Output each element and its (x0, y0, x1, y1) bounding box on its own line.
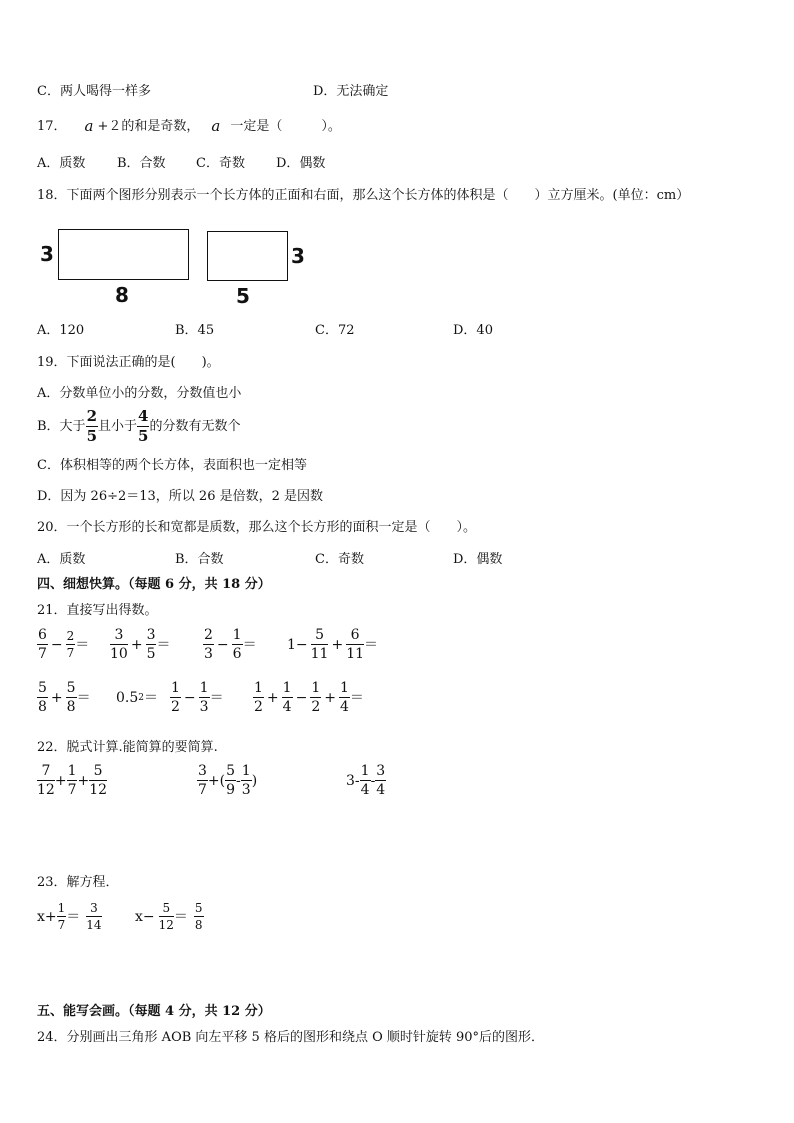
q21-expr-8 (253, 681, 364, 714)
q19-b-suffix: 的分数有无数个 (149, 419, 241, 434)
fraction: $\frac{3}{5}$ (146, 627, 156, 662)
q21-expr-6 (116, 691, 158, 705)
q21-expr-4 (287, 628, 378, 661)
q23-equation-1 (37, 902, 102, 931)
q21-expr-2 (110, 628, 170, 661)
fraction: $\frac{5}{8}$ (38, 680, 47, 715)
fraction: $\frac{1}{4}$ (282, 680, 292, 715)
operator: + (324, 689, 336, 706)
q20-question: 20．一个长方形的长和宽都是质数，那么这个长方形的面积一定是（ ）。 (37, 520, 477, 535)
lead-term: 3- (346, 772, 360, 789)
q20-option-d: D．偶数 (453, 552, 503, 567)
operator: − (183, 689, 196, 706)
q18-option-a: A．120 (37, 323, 85, 338)
q17-option-d: D．偶数 (276, 156, 326, 171)
fraction: $\frac{2}{3}$ (204, 627, 213, 662)
fraction: $\frac{5}{9}$ (226, 763, 236, 798)
q19-option-d: D．因为 26÷2＝13，所以 26 是倍数，2 是因数 (37, 489, 324, 504)
lead-term: 1− (287, 636, 308, 653)
equals: ＝ (75, 636, 90, 653)
fraction: $\frac{1}{7}$ (67, 763, 77, 798)
equals: ＝ (173, 908, 188, 925)
operator: + (130, 636, 143, 653)
fraction: $\frac{1}{4}$ (339, 680, 349, 715)
q19-question: 19．下面说法正确的是( )。 (37, 355, 220, 370)
q24-question: 24．分别画出三角形 AOB 向左平移 5 格后的图形和绕点 O 顺时针旋转 90°后的图形． (37, 1030, 545, 1045)
q18-left-height-label: 3 (40, 242, 54, 266)
q21-expr-1 (37, 628, 89, 661)
q20-option-a: A．质数 (37, 552, 86, 567)
q19-option-b (37, 409, 240, 444)
fraction: $\frac{3}{7}$ (198, 763, 207, 798)
q21-expr-5 (37, 681, 91, 714)
equals: ＝ (349, 689, 364, 706)
equals: ＝ (144, 690, 158, 706)
fraction: $\frac{3}{14}$ (86, 901, 102, 932)
q18-front-rectangle (58, 229, 189, 280)
fraction: $\frac{3}{4}$ (376, 763, 386, 798)
q23-equation-2 (135, 902, 204, 931)
q19-b-middle: 且小于 (98, 419, 138, 434)
operator: + (50, 689, 63, 706)
fraction: $\frac{1}{3}$ (199, 680, 209, 715)
lead-term: x− (135, 908, 155, 925)
q17-option-a: A．质数 (37, 156, 86, 171)
q16-option-c: C．两人喝得一样多 (37, 84, 151, 99)
section-5-title: 五、能写会画。（每题 4 分，共 12 分） (37, 1004, 271, 1019)
q19-b-fraction-1: $\frac{2}{5}$ (86, 407, 97, 445)
q21-expr-3 (203, 628, 257, 661)
fraction: $\frac{7}{12}$ (37, 763, 55, 798)
fraction: $\frac{1}{7}$ (57, 901, 66, 932)
q18-right-rectangle (207, 231, 288, 281)
q19-option-a: A．分数单位小的分数，分数值也小 (37, 386, 242, 401)
operator: +( (207, 772, 226, 789)
fraction: $\frac{5}{12}$ (158, 901, 174, 932)
q22-expr-3 (346, 764, 386, 797)
q17-middle: +２的和是奇数， (97, 119, 200, 134)
q18-right-width-label: 5 (236, 284, 250, 308)
q18-option-b: B．45 (175, 323, 215, 338)
q22-expr-2 (197, 764, 257, 797)
operator: − (216, 636, 229, 653)
fraction: $\frac{3}{10}$ (110, 627, 128, 662)
fraction: $\frac{1}{6}$ (232, 627, 242, 662)
q17-tail: 一定是（ ）。 (230, 119, 341, 134)
equals: ＝ (76, 689, 91, 706)
equals: ＝ (156, 636, 171, 653)
q17-option-c: C．奇数 (196, 156, 245, 171)
fraction: $\frac{5}{11}$ (310, 627, 329, 662)
equals: ＝ (209, 689, 224, 706)
q17-number: 17． (37, 119, 67, 134)
q20-option-b: B．合数 (175, 552, 224, 567)
exponent: 2 (138, 692, 144, 703)
q20-option-c: C．奇数 (315, 552, 364, 567)
fraction: $\frac{5}{8}$ (66, 680, 76, 715)
q21-expr-7 (170, 681, 224, 714)
base: 0.5 (116, 690, 139, 706)
operator: + (266, 689, 279, 706)
q17-variable: a (84, 117, 94, 135)
fraction: $\frac{5}{12}$ (89, 763, 108, 798)
fraction: $\frac{2}{7}$ (66, 629, 75, 660)
operator: + (331, 636, 344, 653)
q23-question: 23．解方程． (37, 875, 119, 890)
fraction: $\frac{5}{8}$ (194, 901, 203, 932)
operator: + (54, 772, 67, 789)
fraction: $\frac{1}{2}$ (254, 680, 263, 715)
q18-question: 18．下面两个图形分别表示一个长方体的正面和右面，那么这个长方体的体积是（ ）立方厘米。(单位：cm） (37, 188, 690, 203)
q21-question: 21．直接写出得数。 (37, 603, 158, 618)
operator: - (236, 772, 241, 789)
fraction: $\frac{1}{2}$ (171, 680, 180, 715)
lead-term: x+ (37, 908, 57, 925)
close-paren: ) (251, 772, 258, 789)
fraction: $\frac{1}{4}$ (360, 763, 370, 798)
section-4-title: 四、细想快算。（每题 6 分，共 18 分） (37, 577, 271, 592)
operator: − (50, 636, 63, 653)
q22-expr-1 (37, 764, 107, 797)
q18-right-height-label: 3 (291, 244, 305, 268)
q19-option-c: C．体积相等的两个长方体，表面积也一定相等 (37, 458, 307, 473)
q19-b-fraction-2: $\frac{4}{5}$ (138, 407, 149, 445)
q18-option-c: C．72 (315, 323, 355, 338)
equals: ＝ (364, 636, 379, 653)
q19-b-prefix: B．大于 (37, 419, 86, 434)
equals: ＝ (242, 636, 257, 653)
q17-option-b: B．合数 (117, 156, 166, 171)
q22-question: 22．脱式计算.能简算的要简算. (37, 740, 218, 755)
operator: − (295, 689, 308, 706)
equals: ＝ (66, 908, 81, 925)
operator: + (77, 772, 90, 789)
fraction: $\frac{1}{3}$ (241, 763, 251, 798)
q16-option-d: D．无法确定 (313, 84, 389, 99)
fraction: $\frac{6}{7}$ (38, 627, 47, 662)
fraction: $\frac{1}{2}$ (311, 680, 321, 715)
q18-left-width-label: 8 (115, 283, 129, 307)
q17-variable-2: a (211, 117, 221, 135)
q17-question (37, 119, 341, 134)
operator: - (370, 772, 376, 789)
q18-option-d: D．40 (453, 323, 493, 338)
fraction: $\frac{6}{11}$ (346, 627, 365, 662)
